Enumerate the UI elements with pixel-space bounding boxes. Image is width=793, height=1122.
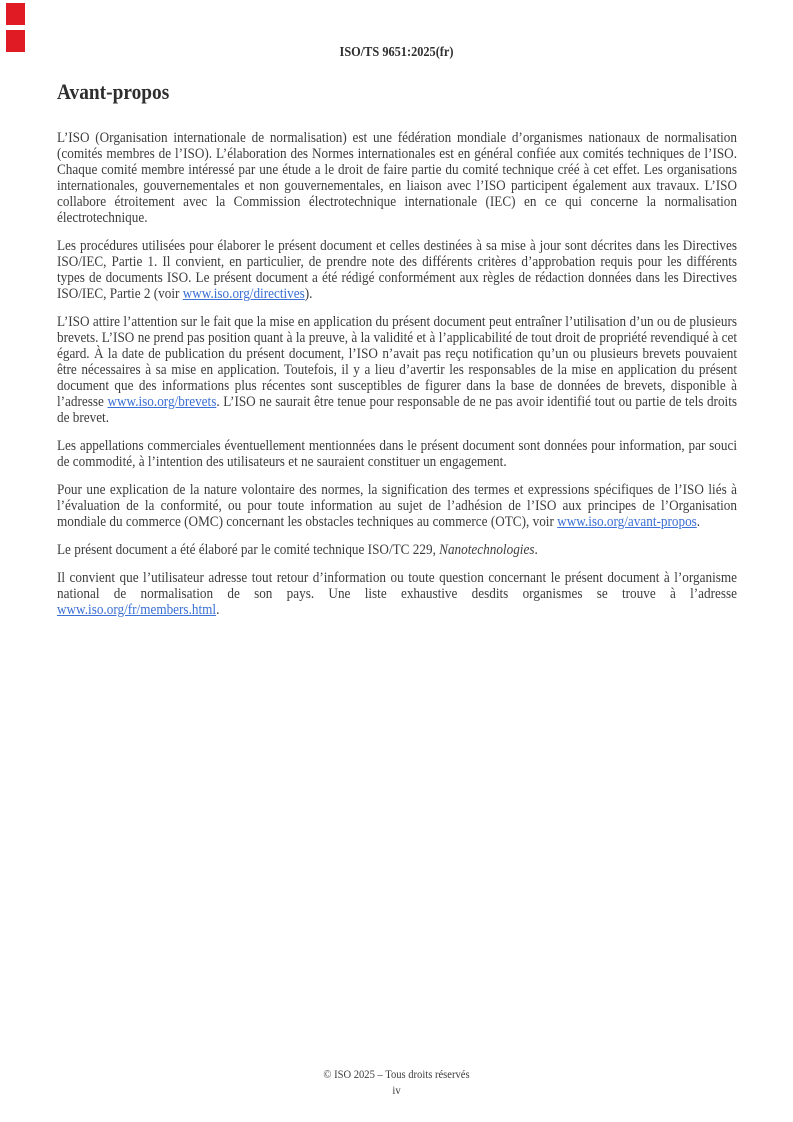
paragraph-development-procedures	[57, 238, 737, 302]
paragraph-text: L’ISO (Organisation internationale de normalisation) est une fédération mondiale d’organismes nationaux de normalisation (comités membres de l’ISO). L’élaboration des Normes internationales est en général confiée aux comités techniques de l’ISO. Chaque comité membre intéressé par une étude a le droit de faire partie du comité technique créé à cet effet. Les organisations internationales, gouvernementales et non gouvernementales, en liaison avec l’ISO participent également aux travaux. L’ISO collabore étroitement avec la Commission électrotechnique internationale (IEC) en ce qui concerne la normalisation électrotechnique.	[57, 130, 738, 226]
page-number: iv	[392, 1083, 401, 1097]
page-title: Avant-propos	[57, 79, 170, 104]
paragraph-text: Les procédures utilisées pour élaborer le présent document et celles destinées à sa mise à jour sont décrites dans les Directives ISO/IEC, Partie 1. Il convient, en particulier, de prendre note des différents critères d’approbation requis pour les différents types de documents ISO. Le présent document a été rédigé conformément aux règles de rédaction données dans les Directives ISO/IEC, Partie 2 (voir	[57, 238, 738, 302]
corner-marks	[6, 3, 25, 57]
red-mark-top	[6, 3, 25, 25]
paragraph-text: . L’ISO ne saurait être tenue pour responsable de ne pas avoir identifié tout ou partie de tels droits de brevet.	[57, 394, 738, 426]
copyright-notice: © ISO 2025 – Tous droits réservés	[323, 1067, 470, 1081]
paragraph-text: Le présent document a été élaboré par le comité technique ISO/TC 229,	[57, 542, 440, 558]
running-header-doc-reference: ISO/TS 9651:2025(fr)	[339, 45, 454, 60]
red-mark-bottom	[6, 30, 25, 52]
paragraph-text: Il convient que l’utilisateur adresse tout retour d’information ou toute question concernant le présent document à l’organisme national de normalisation de son pays. Une liste exhaustive desdits organismes se trouve à l’adresse	[57, 570, 738, 602]
paragraph-text: .	[216, 602, 220, 618]
paragraph-patent-notice	[57, 314, 737, 426]
page-footer	[48, 1066, 746, 1098]
link-iso-brevets[interactable]: www.iso.org/brevets	[107, 394, 217, 410]
paragraph-text: Pour une explication de la nature volontaire des normes, la signification des termes et expressions spécifiques de l’ISO liés à l’évaluation de la conformité, ou pour toute information au sujet de l’adhésion de l’ISO aux principes de l’Organisation mondiale du commerce (OMC) concernant les obstacles techniques au commerce (OTC), voir	[57, 482, 738, 530]
committee-name-italic: Nanotechnologies	[439, 542, 535, 558]
paragraph-user-feedback	[57, 570, 737, 618]
paragraph-text: .	[534, 542, 538, 558]
paragraph-wto-tbt	[57, 482, 737, 530]
paragraph-text: L’ISO attire l’attention sur le fait que la mise en application du présent document peut entraîner l’utilisation d’un ou de plusieurs brevets. L’ISO ne prend pas position quant à la preuve, à la validité et à l’applicabilité de tout droit de propriété revendiqué à cet égard. À la date de publication du présent document, l’ISO n’avait pas reçu notification qu’un ou plusieurs brevets pouvaient être nécessaires à sa mise en application. Toutefois, il y a lieu d’avertir les responsables de la mise en application du présent document que des informations plus récentes sont susceptibles de figurer dans la base de données de brevets, disponible à l’adresse	[57, 314, 738, 410]
document-body	[57, 130, 737, 630]
link-iso-directives[interactable]: www.iso.org/directives	[182, 286, 305, 302]
paragraph-text: .	[696, 514, 701, 530]
paragraph-text: ).	[304, 286, 313, 302]
paragraph-technical-committee	[57, 542, 737, 558]
link-iso-avant-propos[interactable]: www.iso.org/avant-propos	[557, 514, 697, 530]
paragraph-text: Les appellations commerciales éventuellement mentionnées dans le présent document sont données pour information, par souci de commodité, à l’intention des utilisateurs et ne sauraient constituer un engagement.	[57, 438, 738, 470]
paragraph-iso-foundation	[57, 130, 737, 226]
paragraph-trade-names	[57, 438, 737, 470]
link-iso-members[interactable]: www.iso.org/fr/members.html	[57, 602, 217, 618]
